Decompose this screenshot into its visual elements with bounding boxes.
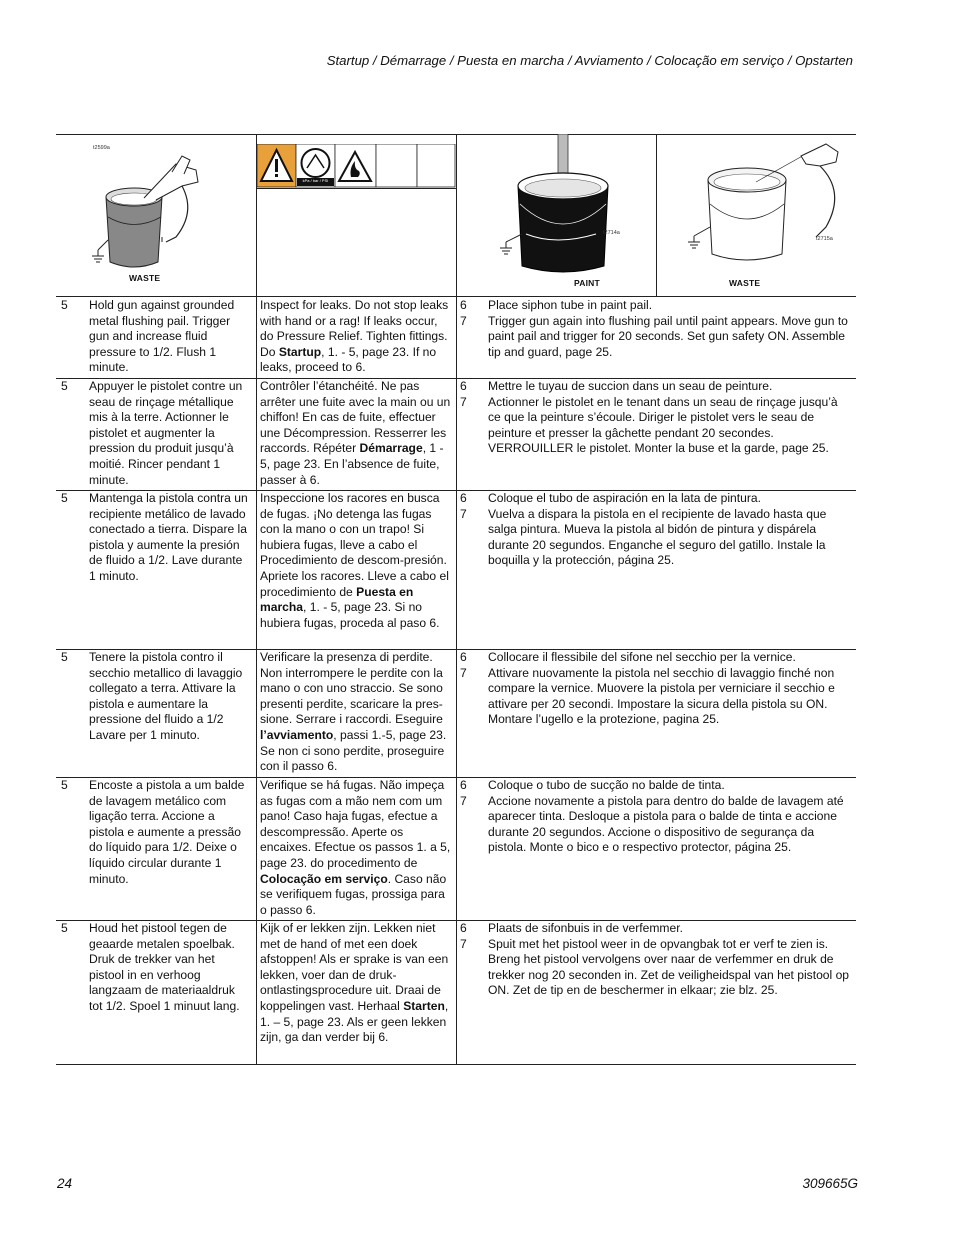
col-divider-2 bbox=[456, 134, 457, 1065]
step-number: 6 bbox=[460, 491, 467, 505]
figure-paint-pail bbox=[496, 134, 656, 294]
step-6-text: Mettre le tuyau de succion dans un seau de peinture. bbox=[488, 379, 773, 393]
waste-label: WASTE bbox=[129, 273, 161, 283]
step-number: 6 bbox=[460, 298, 467, 312]
step-number: 7 bbox=[460, 793, 467, 808]
waste-pail-2-illustration bbox=[686, 142, 856, 292]
row-rule bbox=[56, 296, 856, 297]
step-5-text: Houd het pistool tegen de geaarde metalen spoelbak. Druk de trekker van het pistool in en verhoog langzaam de materiaaldruk tot 1/2. Spoel 1 minuut lang. bbox=[89, 921, 240, 1013]
step-number: 5 bbox=[61, 778, 68, 792]
step-7-text: Spuit met het pistool weer in de opvangbak tot er verf te zien is. Breng het pistool vervolgens over naar de verfemmer en druk de trekker nog 20 seconden in. Zet de veiligheidspal van het pistool op ON. Zet de tip en de beschermer in elkaar; zie blz. 25. bbox=[488, 936, 850, 998]
step-number: 7 bbox=[460, 936, 467, 951]
warning-symbols bbox=[257, 144, 456, 188]
step-number: 5 bbox=[61, 298, 68, 312]
fig-divider bbox=[656, 134, 657, 296]
document-number: 309665G bbox=[802, 1176, 858, 1191]
step-number: 7 bbox=[460, 506, 467, 521]
leak-check-text: Contrôler l’étanchéité. Ne pas arrêter une fuite avec la main ou un chiffon! En cas de fuite, effectuer une Décompression. Resserrer les raccords. Répéter Démarrage, 1 - 5, page 23. En l’absence de fuite, passer à 6. bbox=[260, 379, 451, 487]
step-5-text: Hold gun against grounded metal flushing pail. Trigger gun and increase fluid pressure to 1/2. Flush 1 minute. bbox=[89, 298, 235, 375]
step-number: 7 bbox=[460, 665, 467, 680]
step-6-text: Collocare il flessibile del sifone nel secchio per la vernice. bbox=[488, 650, 796, 664]
step-6-text: Coloque o tubo de sucção no balde de tinta. bbox=[488, 778, 725, 792]
leak-check-text: Inspect for leaks. Do not stop leaks with hand or a rag! If leaks occur, do Pressure Relief. Tighten fittings. Do Startup, 1. - 5, page 23. If no leaks, proceed to 6. bbox=[260, 298, 449, 375]
step-7-text: Actionner le pistolet en le tenant dans un seau de rinçage jusqu’à ce que la peinture s’écoule. Diriger le pistolet vers le seau de peinture et presser la gâchette pendant 20 secondes. VERROUILLER le pistolet. Monter la buse et la garde, page 25. bbox=[488, 394, 838, 456]
page-header: Startup / Démarrage / Puesta en marcha / Avviamento / Colocação em serviço / Opstarten bbox=[326, 53, 853, 68]
step-number: 6 bbox=[460, 778, 467, 792]
figure-code: t2715a bbox=[816, 236, 833, 242]
step-number: 6 bbox=[460, 379, 467, 393]
figure-waste-pail-2 bbox=[686, 142, 856, 292]
figure-code: t2714a bbox=[603, 230, 620, 236]
leak-check-text: Verificare la presenza di perdite. Non interrompere le perdite con la mano o con uno straccio. Se sono presenti perdite, scaricare la pres-sione. Serrare i raccordi. Eseguire l’avviamento, passi 1.-5, page 23. Se non ci sono perdite, proseguire con il passo 6. bbox=[260, 650, 447, 774]
pressure-caption: kPa / bar / PSI bbox=[302, 178, 329, 183]
step-5-text: Appuyer le pistolet contre un seau de rinçage métallique mis à la terre. Actionner le pistolet et augmenter la pression du produit jusqu’à moitié. Rincer pendant 1 minute. bbox=[89, 379, 243, 487]
step-6-text: Place siphon tube in paint pail. bbox=[488, 298, 653, 312]
step-number: 6 bbox=[460, 921, 467, 935]
paint-label: PAINT bbox=[574, 278, 600, 288]
figure-flush-waste-pail bbox=[86, 142, 216, 292]
step-5-text: Mantenga la pistola contra un recipiente metálico de lavado conectado a tierra. Dispare la pistola y aumente la presión de fluido a 1/2. Lave durante 1 minuto. bbox=[89, 491, 248, 583]
step-5-text: Encoste a pistola a um balde de lavagem metálico com ligação terra. Accione a pistola e aumente a pressão do líquido para 1/2. Deixe o líquido circular durante 1 minuto. bbox=[89, 778, 245, 886]
paint-pail-illustration bbox=[496, 134, 656, 294]
page-number: 24 bbox=[57, 1176, 73, 1191]
step-number: 7 bbox=[460, 394, 467, 409]
step-number: 7 bbox=[460, 313, 467, 328]
step-5-text: Tenere la pistola contro il secchio metallico di lavaggio collegato a terra. Attivare la pistola e aumentare la pressione del fluido a 1/2 Lavare per 1 minuto. bbox=[89, 650, 243, 742]
step-7-text: Accione novamente a pistola para dentro do balde de lavagem até aparecer tinta. Desloque a pistola para o balde de tinta e accione durante 20 segundos. Accione o dispositivo de segurança da pistola. Monte o bico e o respectivo protector, página 25. bbox=[488, 793, 844, 855]
leak-check-text: Kijk of er lekken zijn. Lekken niet met de hand of met een doek afstoppen! Als er sprake is van een lekken, voer dan de druk-ontlastingsprocedure uit. Draai de koppelingen vast. Herhaal Starten, 1. – 5, page 23. Als er geen lekken zijn, ga dan verder bij 6. bbox=[260, 921, 449, 1045]
step-number: 5 bbox=[61, 650, 68, 664]
row-rule bbox=[56, 1064, 856, 1065]
warning-icons-strip bbox=[257, 144, 456, 189]
step-number: 5 bbox=[61, 491, 68, 505]
step-number: 5 bbox=[61, 921, 68, 935]
step-number: 5 bbox=[61, 379, 68, 393]
step-number: 6 bbox=[460, 650, 467, 664]
step-7-text: Attivare nuovamente la pistola nel secchio di lavaggio finché non compare la vernice. Muovere la pistola per verniciare il secchio e attivare per 20 secondi. Impostare la sicura della pistola su ON. Montare l’ugello e la protezione, pagina 25. bbox=[488, 665, 835, 727]
waste-pail-illustration bbox=[86, 142, 216, 292]
figure-code: t2599a bbox=[93, 145, 110, 151]
step-7-text: Vuelva a dispara la pistola en el recipiente de lavado hasta que salga pintura. Mueva la pistola al bidón de pintura y dispárela durante 20 segundos. Enganche el seguro del gatillo. Instale la boquilla y la protección, página 25. bbox=[488, 506, 827, 568]
step-6-text: Plaats de sifonbuis in de verfemmer. bbox=[488, 921, 683, 935]
leak-check-text: Verifique se há fugas. Não impeça as fugas com a mão nem com um pano! Caso haja fugas, efectue a descompressão. Aperte os encaixes. Efectue os passos 1. a 5, page 23. do procedimento de Colocação em serviço. Caso não se verifiquem fugas, prossiga para o passo 6. bbox=[260, 778, 451, 917]
waste-label: WASTE bbox=[729, 278, 761, 288]
leak-check-text: Inspeccione los racores en busca de fugas. ¡No detenga las fugas con la mano o con un trapo! Si hubiera fugas, lleve a cabo el Procedimiento de descom-presión. Apriete los racores. Lleve a cabo el procedimiento de Puesta en marcha, 1. - 5, page 23. Si no hubiera fugas, proceda al paso 6. bbox=[260, 491, 449, 630]
step-7-text: Trigger gun again into flushing pail until paint appears. Move gun to paint pail and trigger for 20 seconds. Set gun safety ON. Assemble tip and guard, page 25. bbox=[488, 313, 848, 359]
col-divider-1 bbox=[256, 134, 257, 1065]
step-6-text: Coloque el tubo de aspiración en la lata de pintura. bbox=[488, 491, 761, 505]
